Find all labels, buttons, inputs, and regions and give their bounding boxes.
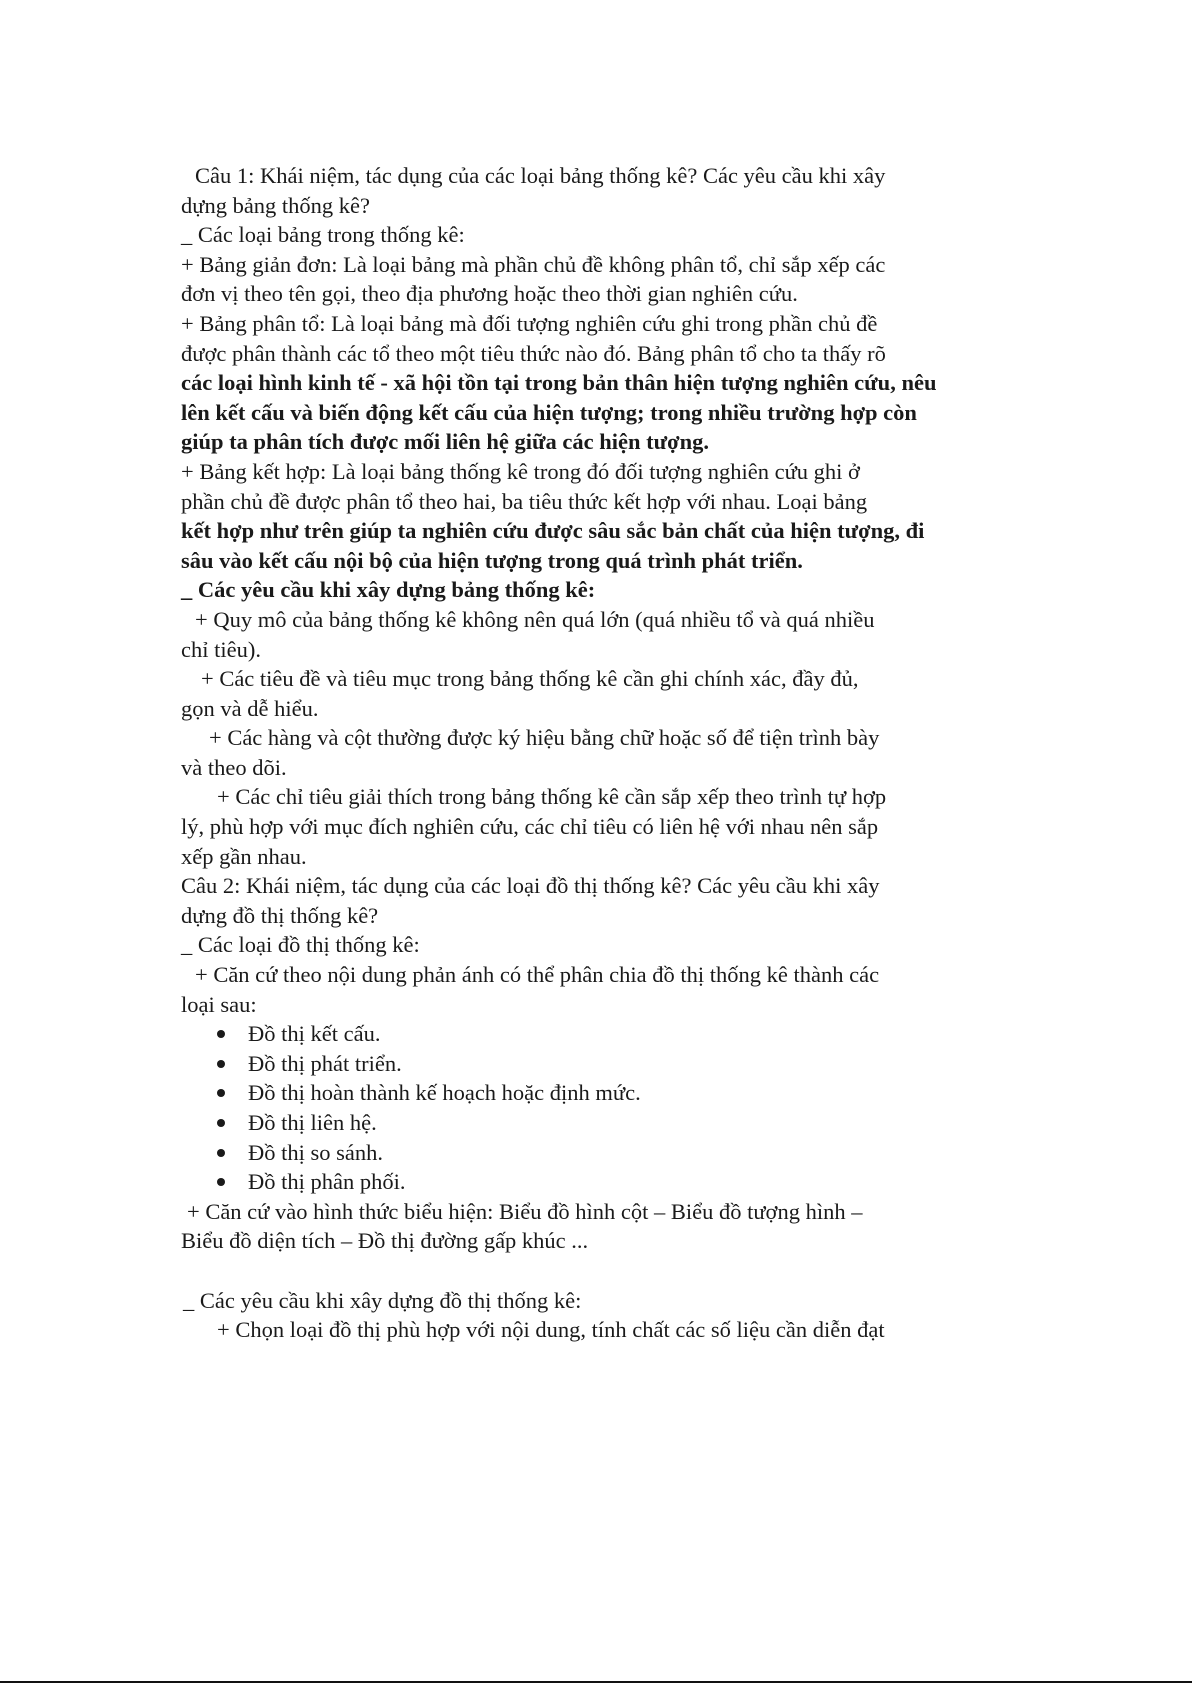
list-item-label: Đồ thị so sánh. bbox=[248, 1139, 383, 1165]
text-line: được phân thành các tổ theo một tiêu thức nào đó. Bảng phân tổ cho ta thấy rõ bbox=[181, 340, 886, 366]
document-body bbox=[181, 161, 1001, 1345]
bullet-icon bbox=[217, 1149, 225, 1157]
text-line: đơn vị theo tên gọi, theo địa phương hoặc theo thời gian nghiên cứu. bbox=[181, 281, 798, 307]
text-line: + Các hàng và cột thường được ký hiệu bằng chữ hoặc số để tiện trình bày bbox=[209, 725, 880, 751]
section-table-requirements: _ Các yêu cầu khi xây dựng bảng thống kê: bbox=[181, 577, 596, 603]
text-line: và theo dõi. bbox=[181, 754, 287, 780]
text-line: + Bảng kết hợp: Là loại bảng thống kê trong đó đối tượng nghiên cứu ghi ở bbox=[181, 458, 860, 484]
list-item bbox=[181, 1138, 1001, 1168]
question-1-heading: Câu 1: Khái niệm, tác dụng của các loại bảng thống kê? Các yêu cầu khi xây bbox=[195, 163, 886, 188]
text-line: chỉ tiêu). bbox=[181, 636, 261, 662]
bullet-icon bbox=[217, 1089, 225, 1097]
text-line: + Bảng phân tổ: Là loại bảng mà đối tượng nghiên cứu ghi trong phần chủ đề bbox=[181, 310, 878, 336]
text-line: + Các tiêu đề và tiêu mục trong bảng thống kê cần ghi chính xác, đầy đủ, bbox=[201, 666, 859, 692]
list-item-label: Đồ thị phân phối. bbox=[248, 1169, 406, 1195]
text-line: Biểu đồ diện tích – Đồ thị đường gấp khúc ... bbox=[181, 1228, 589, 1254]
text-line: sâu vào kết cấu nội bộ của hiện tượng trong quá trình phát triển. bbox=[181, 547, 803, 573]
text-line: lên kết cấu và biến động kết cấu của hiện tượng; trong nhiều trường hợp còn bbox=[181, 399, 917, 425]
section-table-types: _ Các loại bảng trong thống kê: bbox=[181, 222, 465, 248]
list-item bbox=[181, 1049, 1001, 1079]
text-line: lý, phù hợp với mục đích nghiên cứu, các chỉ tiêu có liên hệ với nhau nên sắp bbox=[181, 814, 879, 840]
list-item bbox=[181, 1167, 1001, 1197]
text-line: + Căn cứ vào hình thức biểu hiện: Biểu đồ hình cột – Biểu đồ tượng hình – bbox=[187, 1198, 863, 1224]
bullet-icon bbox=[217, 1060, 225, 1068]
list-item bbox=[181, 1019, 1001, 1049]
text-line: + Căn cứ theo nội dung phản ánh có thể phân chia đồ thị thống kê thành các bbox=[195, 962, 880, 988]
list-item bbox=[181, 1108, 1001, 1138]
section-chart-types: _ Các loại đồ thị thống kê: bbox=[181, 932, 420, 958]
text-line: + Các chỉ tiêu giải thích trong bảng thống kê cần sắp xếp theo trình tự hợp bbox=[217, 784, 887, 810]
question-1-heading-cont: dựng bảng thống kê? bbox=[181, 192, 371, 218]
text-line: + Bảng giản đơn: Là loại bảng mà phần chủ đề không phân tổ, chỉ sắp xếp các bbox=[181, 251, 886, 277]
bullet-icon bbox=[217, 1178, 225, 1186]
list-item-label: Đồ thị hoàn thành kế hoạch hoặc định mức. bbox=[248, 1080, 641, 1106]
list-item-label: Đồ thị liên hệ. bbox=[248, 1110, 377, 1135]
list-item-label: Đồ thị phát triển. bbox=[248, 1050, 402, 1076]
list-item-label: Đồ thị kết cấu. bbox=[248, 1021, 381, 1047]
text-line: kết hợp như trên giúp ta nghiên cứu được sâu sắc bản chất của hiện tượng, đi bbox=[181, 518, 925, 544]
blank-line bbox=[181, 1256, 1001, 1286]
text-line: gọn và dễ hiểu. bbox=[181, 695, 319, 721]
text-line: giúp ta phân tích được mối liên hệ giữa các hiện tượng. bbox=[181, 429, 709, 455]
list-item bbox=[181, 1078, 1001, 1108]
section-chart-requirements: _ Các yêu cầu khi xây dựng đồ thị thống kê: bbox=[183, 1287, 582, 1313]
text-line: + Quy mô của bảng thống kê không nên quá lớn (quá nhiều tổ và quá nhiều bbox=[195, 606, 875, 632]
bullet-icon bbox=[217, 1030, 225, 1038]
text-line: + Chọn loại đồ thị phù hợp với nội dung, tính chất các số liệu cần diễn đạt bbox=[217, 1317, 885, 1343]
bullet-icon bbox=[217, 1119, 225, 1127]
text-line: xếp gần nhau. bbox=[181, 843, 307, 869]
page-bottom-rule bbox=[0, 1681, 1192, 1683]
question-2-heading-cont: dựng đồ thị thống kê? bbox=[181, 902, 379, 928]
text-line: loại sau: bbox=[181, 991, 257, 1017]
question-2-heading: Câu 2: Khái niệm, tác dụng của các loại đồ thị thống kê? Các yêu cầu khi xây bbox=[181, 873, 880, 899]
chart-type-list bbox=[181, 1019, 1001, 1197]
text-line: phần chủ đề được phân tổ theo hai, ba tiêu thức kết hợp với nhau. Loại bảng bbox=[181, 488, 868, 514]
text-line: các loại hình kinh tế - xã hội tồn tại trong bản thân hiện tượng nghiên cứu, nêu bbox=[181, 370, 937, 396]
